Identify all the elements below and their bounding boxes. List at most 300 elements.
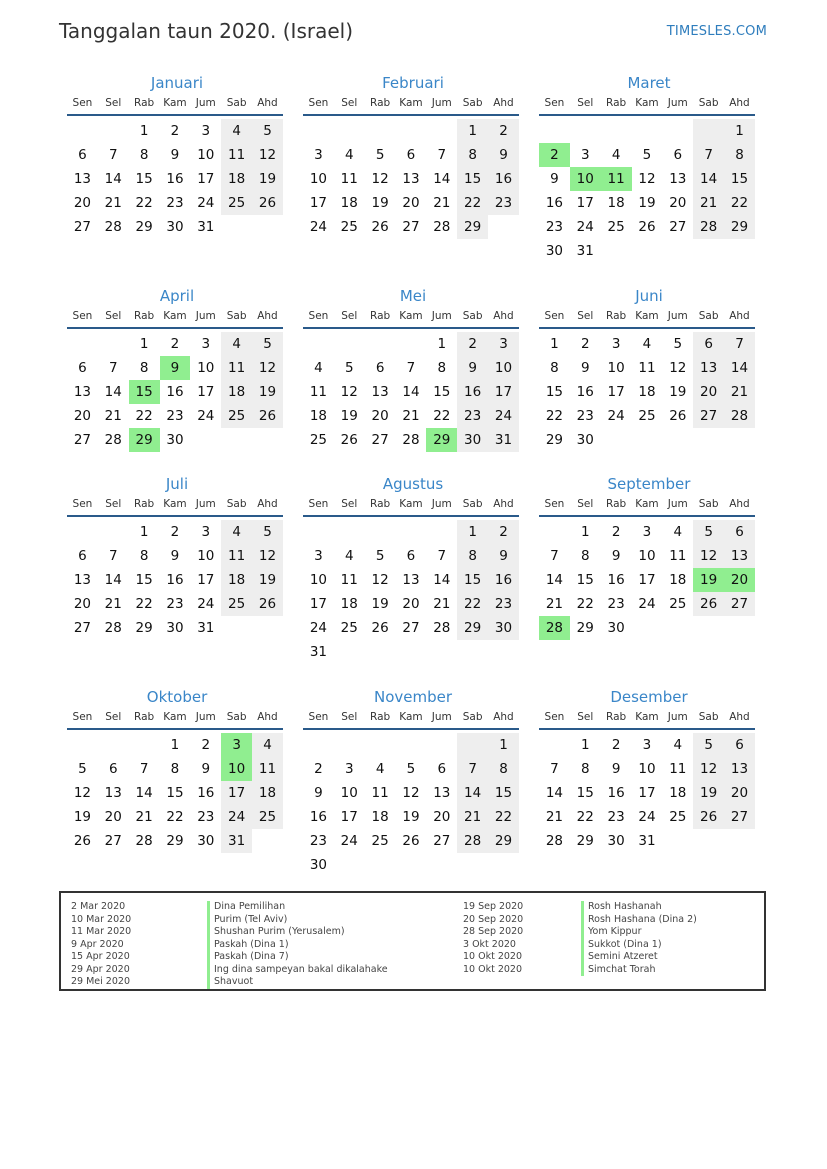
calendar-day[interactable]: 2	[611, 737, 621, 753]
calendar-day[interactable]: 14	[135, 785, 153, 801]
calendar-day[interactable]: 22	[488, 805, 519, 829]
calendar-day[interactable]: 3	[580, 147, 590, 163]
calendar-day[interactable]: 12	[73, 785, 92, 801]
calendar-day[interactable]: 7	[108, 548, 118, 564]
calendar-day[interactable]: 26	[252, 592, 283, 616]
calendar-day[interactable]: 21	[104, 408, 122, 424]
calendar-day[interactable]: 20	[402, 596, 420, 612]
calendar-day[interactable]: 22	[457, 191, 488, 215]
calendar-day[interactable]: 19	[693, 781, 724, 805]
calendar-day[interactable]: 7	[693, 143, 724, 167]
calendar-day[interactable]: 16	[607, 572, 625, 588]
calendar-day[interactable]: 21	[693, 191, 724, 215]
calendar-day[interactable]: 6	[437, 761, 447, 777]
calendar-day[interactable]: 13	[104, 785, 122, 801]
calendar-day[interactable]: 9	[457, 356, 488, 380]
holiday-day[interactable]: 2	[539, 143, 570, 167]
calendar-day[interactable]: 18	[221, 167, 252, 191]
calendar-day[interactable]: 14	[433, 572, 451, 588]
calendar-day[interactable]: 11	[221, 143, 252, 167]
calendar-day[interactable]: 19	[638, 195, 656, 211]
calendar-day[interactable]: 24	[488, 404, 519, 428]
calendar-day[interactable]: 1	[488, 733, 519, 757]
calendar-day[interactable]: 15	[433, 384, 451, 400]
calendar-day[interactable]: 24	[197, 408, 215, 424]
calendar-day[interactable]: 19	[371, 195, 389, 211]
calendar-day[interactable]: 19	[73, 809, 92, 825]
calendar-day[interactable]: 29	[576, 833, 594, 849]
calendar-day[interactable]: 4	[673, 737, 683, 753]
calendar-day[interactable]: 12	[402, 785, 420, 801]
calendar-day[interactable]: 30	[607, 620, 625, 636]
calendar-day[interactable]: 14	[104, 171, 122, 187]
calendar-day[interactable]: 20	[73, 408, 92, 424]
calendar-day[interactable]: 11	[221, 544, 252, 568]
calendar-day[interactable]: 23	[166, 596, 184, 612]
calendar-day[interactable]: 4	[375, 761, 385, 777]
calendar-day[interactable]: 6	[673, 147, 683, 163]
calendar-day[interactable]: 1	[724, 119, 755, 143]
calendar-day[interactable]: 24	[197, 195, 215, 211]
calendar-day[interactable]: 15	[135, 572, 153, 588]
calendar-day[interactable]: 28	[104, 219, 122, 235]
calendar-day[interactable]: 9	[170, 147, 180, 163]
calendar-day[interactable]: 7	[724, 332, 755, 356]
calendar-day[interactable]: 27	[724, 805, 755, 829]
holiday-day[interactable]: 11	[601, 167, 632, 191]
calendar-day[interactable]: 9	[611, 761, 621, 777]
calendar-day[interactable]: 15	[576, 572, 594, 588]
calendar-day[interactable]: 24	[607, 408, 625, 424]
calendar-day[interactable]: 17	[638, 785, 656, 801]
calendar-day[interactable]: 23	[488, 191, 519, 215]
calendar-day[interactable]: 17	[309, 195, 328, 211]
calendar-day[interactable]: 20	[693, 380, 724, 404]
calendar-day[interactable]: 21	[104, 195, 122, 211]
calendar-day[interactable]: 22	[433, 408, 451, 424]
calendar-day[interactable]: 4	[344, 147, 354, 163]
calendar-day[interactable]: 15	[135, 171, 153, 187]
holiday-day[interactable]: 29	[129, 428, 160, 452]
calendar-day[interactable]: 22	[166, 809, 184, 825]
calendar-day[interactable]: 28	[104, 432, 122, 448]
calendar-day[interactable]: 11	[252, 757, 283, 781]
calendar-day[interactable]: 26	[252, 191, 283, 215]
calendar-day[interactable]: 30	[166, 620, 184, 636]
calendar-day[interactable]: 13	[724, 544, 755, 568]
calendar-day[interactable]: 6	[375, 360, 385, 376]
calendar-day[interactable]: 27	[693, 404, 724, 428]
calendar-day[interactable]: 11	[669, 548, 687, 564]
calendar-day[interactable]: 5	[693, 520, 724, 544]
calendar-day[interactable]: 30	[457, 428, 488, 452]
calendar-day[interactable]: 29	[576, 620, 594, 636]
calendar-day[interactable]: 7	[108, 360, 118, 376]
calendar-day[interactable]: 21	[135, 809, 153, 825]
calendar-day[interactable]: 21	[545, 596, 564, 612]
calendar-day[interactable]: 29	[457, 616, 488, 640]
calendar-day[interactable]: 7	[550, 761, 559, 777]
calendar-day[interactable]: 30	[545, 243, 564, 259]
calendar-day[interactable]: 12	[371, 171, 389, 187]
calendar-day[interactable]: 29	[724, 215, 755, 239]
calendar-day[interactable]: 17	[488, 380, 519, 404]
calendar-day[interactable]: 2	[457, 332, 488, 356]
calendar-day[interactable]: 21	[104, 596, 122, 612]
calendar-day[interactable]: 13	[73, 171, 92, 187]
calendar-day[interactable]: 13	[669, 171, 687, 187]
holiday-day[interactable]: 3	[221, 733, 252, 757]
calendar-day[interactable]: 28	[433, 219, 451, 235]
calendar-day[interactable]: 3	[314, 548, 323, 564]
calendar-day[interactable]: 14	[433, 171, 451, 187]
calendar-day[interactable]: 11	[221, 356, 252, 380]
calendar-day[interactable]: 4	[642, 336, 652, 352]
calendar-day[interactable]: 22	[576, 596, 594, 612]
calendar-day[interactable]: 4	[344, 548, 354, 564]
calendar-day[interactable]: 18	[221, 568, 252, 592]
calendar-day[interactable]: 17	[607, 384, 625, 400]
calendar-day[interactable]: 7	[550, 548, 559, 564]
calendar-day[interactable]: 28	[104, 620, 122, 636]
calendar-day[interactable]: 20	[371, 408, 389, 424]
calendar-day[interactable]: 21	[433, 195, 451, 211]
calendar-day[interactable]: 25	[340, 620, 358, 636]
calendar-day[interactable]: 17	[197, 572, 215, 588]
calendar-day[interactable]: 17	[309, 596, 328, 612]
calendar-day[interactable]: 3	[201, 336, 211, 352]
calendar-day[interactable]: 28	[693, 215, 724, 239]
calendar-day[interactable]: 16	[166, 384, 184, 400]
calendar-day[interactable]: 2	[170, 336, 180, 352]
calendar-day[interactable]: 4	[611, 147, 621, 163]
calendar-day[interactable]: 7	[406, 360, 416, 376]
calendar-day[interactable]: 8	[139, 360, 149, 376]
calendar-day[interactable]: 1	[139, 336, 149, 352]
calendar-day[interactable]: 1	[457, 520, 488, 544]
calendar-day[interactable]: 15	[576, 785, 594, 801]
calendar-day[interactable]: 22	[135, 195, 153, 211]
calendar-day[interactable]: 1	[550, 336, 559, 352]
calendar-day[interactable]: 5	[252, 119, 283, 143]
calendar-day[interactable]: 3	[314, 147, 323, 163]
calendar-day[interactable]: 21	[402, 408, 420, 424]
holiday-day[interactable]: 15	[129, 380, 160, 404]
calendar-day[interactable]: 5	[252, 332, 283, 356]
calendar-day[interactable]: 9	[170, 548, 180, 564]
calendar-day[interactable]: 13	[371, 384, 389, 400]
calendar-day[interactable]: 31	[638, 833, 656, 849]
calendar-day[interactable]: 11	[340, 572, 358, 588]
calendar-day[interactable]: 13	[693, 356, 724, 380]
calendar-day[interactable]: 28	[457, 829, 488, 853]
calendar-day[interactable]: 21	[724, 380, 755, 404]
calendar-day[interactable]: 5	[642, 147, 652, 163]
calendar-day[interactable]: 23	[457, 404, 488, 428]
calendar-day[interactable]: 11	[638, 360, 656, 376]
calendar-day[interactable]: 19	[669, 384, 687, 400]
calendar-day[interactable]: 26	[371, 219, 389, 235]
calendar-day[interactable]: 12	[252, 143, 283, 167]
calendar-day[interactable]: 1	[580, 524, 590, 540]
calendar-day[interactable]: 4	[221, 520, 252, 544]
calendar-day[interactable]: 16	[607, 785, 625, 801]
calendar-day[interactable]: 9	[488, 544, 519, 568]
calendar-day[interactable]: 4	[673, 524, 683, 540]
calendar-day[interactable]: 1	[580, 737, 590, 753]
calendar-day[interactable]: 25	[309, 432, 328, 448]
calendar-day[interactable]: 16	[166, 171, 184, 187]
calendar-day[interactable]: 28	[402, 432, 420, 448]
calendar-day[interactable]: 9	[201, 761, 211, 777]
calendar-day[interactable]: 25	[371, 833, 389, 849]
calendar-day[interactable]: 30	[309, 857, 328, 873]
calendar-day[interactable]: 26	[669, 408, 687, 424]
calendar-day[interactable]: 4	[252, 733, 283, 757]
calendar-day[interactable]: 8	[580, 761, 590, 777]
calendar-day[interactable]: 20	[402, 195, 420, 211]
calendar-day[interactable]: 18	[340, 596, 358, 612]
calendar-day[interactable]: 31	[309, 644, 328, 660]
holiday-day[interactable]: 29	[426, 428, 457, 452]
calendar-day[interactable]: 26	[693, 592, 724, 616]
calendar-day[interactable]: 5	[375, 147, 385, 163]
calendar-day[interactable]: 30	[607, 833, 625, 849]
calendar-day[interactable]: 30	[166, 432, 184, 448]
calendar-day[interactable]: 8	[457, 544, 488, 568]
calendar-day[interactable]: 2	[201, 737, 211, 753]
calendar-day[interactable]: 23	[309, 833, 328, 849]
calendar-day[interactable]: 24	[576, 219, 594, 235]
calendar-day[interactable]: 24	[309, 620, 328, 636]
calendar-day[interactable]: 27	[73, 219, 92, 235]
calendar-day[interactable]: 20	[104, 809, 122, 825]
calendar-day[interactable]: 23	[576, 408, 594, 424]
calendar-day[interactable]: 16	[309, 809, 328, 825]
calendar-day[interactable]: 1	[170, 737, 180, 753]
calendar-day[interactable]: 27	[724, 592, 755, 616]
calendar-day[interactable]: 9	[314, 785, 323, 801]
calendar-day[interactable]: 10	[197, 147, 215, 163]
calendar-day[interactable]: 12	[252, 356, 283, 380]
calendar-day[interactable]: 19	[402, 809, 420, 825]
calendar-day[interactable]: 25	[221, 191, 252, 215]
calendar-day[interactable]: 4	[221, 332, 252, 356]
calendar-day[interactable]: 15	[457, 568, 488, 592]
calendar-day[interactable]: 28	[135, 833, 153, 849]
calendar-day[interactable]: 29	[545, 432, 564, 448]
calendar-day[interactable]: 23	[488, 592, 519, 616]
calendar-day[interactable]: 15	[488, 781, 519, 805]
calendar-day[interactable]: 6	[406, 147, 416, 163]
calendar-day[interactable]: 26	[73, 833, 92, 849]
calendar-day[interactable]: 13	[433, 785, 451, 801]
calendar-day[interactable]: 24	[340, 833, 358, 849]
calendar-day[interactable]: 14	[104, 384, 122, 400]
calendar-day[interactable]: 20	[73, 195, 92, 211]
calendar-day[interactable]: 13	[73, 384, 92, 400]
calendar-day[interactable]: 17	[197, 384, 215, 400]
calendar-day[interactable]: 31	[576, 243, 594, 259]
calendar-day[interactable]: 22	[545, 408, 564, 424]
calendar-day[interactable]: 17	[340, 809, 358, 825]
calendar-day[interactable]: 18	[340, 195, 358, 211]
calendar-day[interactable]: 4	[314, 360, 323, 376]
calendar-day[interactable]: 21	[433, 596, 451, 612]
calendar-day[interactable]: 17	[576, 195, 594, 211]
calendar-day[interactable]: 6	[724, 520, 755, 544]
calendar-day[interactable]: 23	[166, 408, 184, 424]
calendar-day[interactable]: 16	[197, 785, 215, 801]
calendar-day[interactable]: 5	[344, 360, 354, 376]
calendar-day[interactable]: 3	[201, 123, 211, 139]
calendar-day[interactable]: 9	[550, 171, 559, 187]
calendar-day[interactable]: 30	[166, 219, 184, 235]
calendar-day[interactable]: 10	[488, 356, 519, 380]
calendar-day[interactable]: 27	[73, 432, 92, 448]
calendar-day[interactable]: 3	[611, 336, 621, 352]
calendar-day[interactable]: 8	[580, 548, 590, 564]
calendar-day[interactable]: 14	[457, 781, 488, 805]
calendar-day[interactable]: 18	[669, 572, 687, 588]
calendar-day[interactable]: 26	[402, 833, 420, 849]
calendar-day[interactable]: 27	[669, 219, 687, 235]
calendar-day[interactable]: 3	[488, 332, 519, 356]
calendar-day[interactable]: 7	[139, 761, 149, 777]
calendar-day[interactable]: 4	[221, 119, 252, 143]
calendar-day[interactable]: 7	[437, 147, 447, 163]
calendar-day[interactable]: 10	[638, 548, 656, 564]
calendar-day[interactable]: 3	[642, 737, 652, 753]
calendar-day[interactable]: 24	[221, 805, 252, 829]
calendar-day[interactable]: 24	[197, 596, 215, 612]
calendar-day[interactable]: 19	[340, 408, 358, 424]
calendar-day[interactable]: 12	[638, 171, 656, 187]
calendar-day[interactable]: 10	[197, 548, 215, 564]
calendar-day[interactable]: 3	[344, 761, 354, 777]
calendar-day[interactable]: 23	[166, 195, 184, 211]
brand-link[interactable]: TIMESLES.COM	[666, 24, 767, 39]
calendar-day[interactable]: 16	[576, 384, 594, 400]
calendar-day[interactable]: 19	[252, 568, 283, 592]
calendar-day[interactable]: 28	[545, 833, 564, 849]
calendar-day[interactable]: 2	[580, 336, 590, 352]
calendar-day[interactable]: 29	[488, 829, 519, 853]
calendar-day[interactable]: 25	[252, 805, 283, 829]
calendar-day[interactable]: 6	[108, 761, 118, 777]
calendar-day[interactable]: 14	[104, 572, 122, 588]
calendar-day[interactable]: 13	[724, 757, 755, 781]
calendar-day[interactable]: 12	[693, 757, 724, 781]
calendar-day[interactable]: 26	[693, 805, 724, 829]
calendar-day[interactable]: 8	[170, 761, 180, 777]
calendar-day[interactable]: 26	[638, 219, 656, 235]
calendar-day[interactable]: 25	[221, 592, 252, 616]
calendar-day[interactable]: 27	[73, 620, 92, 636]
calendar-day[interactable]: 11	[371, 785, 389, 801]
calendar-day[interactable]: 24	[638, 596, 656, 612]
calendar-day[interactable]: 10	[607, 360, 625, 376]
calendar-day[interactable]: 22	[135, 408, 153, 424]
calendar-day[interactable]: 10	[309, 171, 328, 187]
calendar-day[interactable]: 31	[488, 428, 519, 452]
calendar-day[interactable]: 25	[340, 219, 358, 235]
calendar-day[interactable]: 14	[724, 356, 755, 380]
holiday-day[interactable]: 19	[693, 568, 724, 592]
calendar-day[interactable]: 15	[457, 167, 488, 191]
calendar-day[interactable]: 8	[139, 147, 149, 163]
calendar-day[interactable]: 14	[545, 785, 564, 801]
calendar-day[interactable]: 26	[252, 404, 283, 428]
calendar-day[interactable]: 31	[221, 829, 252, 853]
calendar-day[interactable]: 14	[545, 572, 564, 588]
calendar-day[interactable]: 27	[402, 620, 420, 636]
calendar-day[interactable]: 23	[545, 219, 564, 235]
calendar-day[interactable]: 14	[402, 384, 420, 400]
calendar-day[interactable]: 9	[611, 548, 621, 564]
calendar-day[interactable]: 8	[437, 360, 447, 376]
calendar-day[interactable]: 5	[406, 761, 416, 777]
calendar-day[interactable]: 10	[309, 572, 328, 588]
calendar-day[interactable]: 1	[139, 123, 149, 139]
calendar-day[interactable]: 12	[252, 544, 283, 568]
calendar-day[interactable]: 12	[693, 544, 724, 568]
calendar-day[interactable]: 16	[457, 380, 488, 404]
calendar-day[interactable]: 3	[201, 524, 211, 540]
calendar-day[interactable]: 28	[724, 404, 755, 428]
calendar-day[interactable]: 25	[669, 809, 687, 825]
calendar-day[interactable]: 1	[437, 336, 447, 352]
calendar-day[interactable]: 5	[375, 548, 385, 564]
calendar-day[interactable]: 20	[73, 596, 92, 612]
calendar-day[interactable]: 17	[197, 171, 215, 187]
calendar-day[interactable]: 12	[340, 384, 358, 400]
calendar-day[interactable]: 8	[457, 143, 488, 167]
calendar-day[interactable]: 6	[406, 548, 416, 564]
calendar-day[interactable]: 15	[724, 167, 755, 191]
calendar-day[interactable]: 1	[139, 524, 149, 540]
calendar-day[interactable]: 18	[252, 781, 283, 805]
calendar-day[interactable]: 30	[488, 616, 519, 640]
calendar-day[interactable]: 24	[309, 219, 328, 235]
calendar-day[interactable]: 8	[139, 548, 149, 564]
calendar-day[interactable]: 30	[197, 833, 215, 849]
calendar-day[interactable]: 25	[607, 219, 625, 235]
calendar-day[interactable]: 2	[488, 520, 519, 544]
calendar-day[interactable]: 15	[166, 785, 184, 801]
calendar-day[interactable]: 8	[550, 360, 559, 376]
calendar-day[interactable]: 11	[309, 384, 328, 400]
calendar-day[interactable]: 3	[642, 524, 652, 540]
calendar-day[interactable]: 26	[340, 432, 358, 448]
calendar-day[interactable]: 18	[309, 408, 328, 424]
holiday-day[interactable]: 20	[724, 568, 755, 592]
calendar-day[interactable]: 19	[371, 596, 389, 612]
calendar-day[interactable]: 2	[611, 524, 621, 540]
calendar-day[interactable]: 7	[437, 548, 447, 564]
calendar-day[interactable]: 31	[197, 219, 215, 235]
calendar-day[interactable]: 21	[457, 805, 488, 829]
calendar-day[interactable]: 18	[371, 809, 389, 825]
calendar-day[interactable]: 5	[673, 336, 683, 352]
calendar-day[interactable]: 9	[488, 143, 519, 167]
calendar-day[interactable]: 19	[252, 167, 283, 191]
calendar-day[interactable]: 1	[457, 119, 488, 143]
holiday-day[interactable]: 28	[539, 616, 570, 640]
calendar-day[interactable]: 14	[693, 167, 724, 191]
calendar-day[interactable]: 6	[78, 360, 87, 376]
calendar-day[interactable]: 8	[488, 757, 519, 781]
